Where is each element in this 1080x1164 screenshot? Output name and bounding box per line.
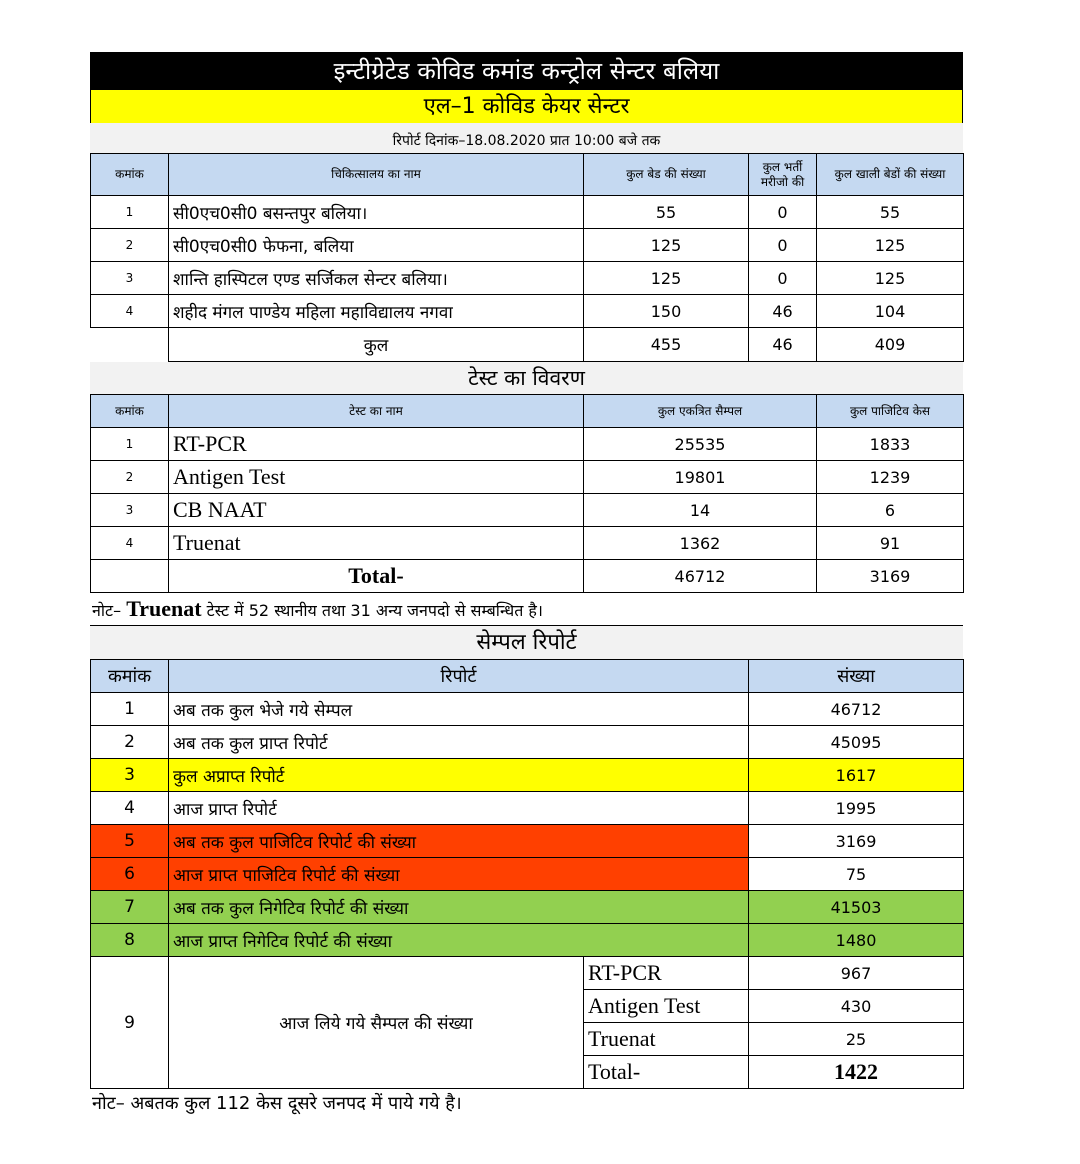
samples-count: 14 (584, 494, 817, 527)
tests-total-row (91, 560, 964, 593)
table-row (91, 726, 964, 759)
report-value: 1617 (749, 759, 964, 792)
tests-section-title: टेस्ट का विवरण (90, 362, 963, 394)
total-beds: 125 (584, 229, 749, 262)
serial-number: 1 (91, 196, 169, 229)
samples-count: 19801 (584, 461, 817, 494)
report-label: अब तक कुल निगेटिव रिपोर्ट की संख्या (169, 891, 749, 924)
serial-number: 3 (91, 759, 169, 792)
report-value: 45095 (749, 726, 964, 759)
samples-total: 46712 (584, 560, 817, 593)
col-sn: कमांक (91, 660, 169, 693)
report-label: आज प्राप्त निगेटिव रिपोर्ट की संख्या (169, 924, 749, 957)
beds-table (90, 153, 964, 362)
positive-count: 6 (817, 494, 964, 527)
today-test-value: 967 (749, 957, 964, 990)
vacant-beds: 125 (817, 262, 964, 295)
report-value: 41503 (749, 891, 964, 924)
col-hospital: चिकित्सालय का नाम (169, 154, 584, 196)
positive-count: 1833 (817, 428, 964, 461)
report-label: अब तक कुल प्राप्त रिपोर्ट (169, 726, 749, 759)
report-value: 46712 (749, 693, 964, 726)
serial-number: 7 (91, 891, 169, 924)
report-label: आज प्राप्त पाजिटिव रिपोर्ट की संख्या (169, 858, 749, 891)
today-total-label: Total- (584, 1056, 749, 1089)
col-report: रिपोर्ट (169, 660, 749, 693)
table-row (91, 759, 964, 792)
samples-table (90, 659, 964, 1089)
today-samples-row (91, 957, 964, 990)
note-bold: Truenat (126, 596, 202, 621)
col-positive: कुल पाजिटिव केस (817, 395, 964, 428)
report-date: रिपोर्ट दिनांक–18.08.2020 प्रात 10:00 बजे तक (90, 123, 963, 153)
col-samples: कुल एकत्रित सैम्पल (584, 395, 817, 428)
table-row (91, 858, 964, 891)
table-row (91, 494, 964, 527)
serial-number: 2 (91, 461, 169, 494)
report-value: 1480 (749, 924, 964, 957)
hospital-name: सी0एच0सी0 फेफना, बलिया (169, 229, 584, 262)
total-beds: 125 (584, 262, 749, 295)
table-row (91, 527, 964, 560)
col-sn: कमांक (91, 395, 169, 428)
vacant-sum: 409 (817, 328, 964, 362)
col-count: संख्या (749, 660, 964, 693)
page-subtitle: एल–1 कोविड केयर सेन्टर (90, 89, 963, 123)
truenat-note (90, 593, 963, 625)
total-beds: 55 (584, 196, 749, 229)
beds-total-row (91, 328, 964, 362)
note-text: टेस्ट में 52 स्थानीय तथा 31 अन्य जनपदो से सम्बन्धित है। (206, 601, 543, 620)
positive-total: 3169 (817, 560, 964, 593)
col-sn: कमांक (91, 154, 169, 196)
admitted-sum: 46 (749, 328, 817, 362)
test-name: Truenat (169, 527, 584, 560)
samples-header-row (91, 660, 964, 693)
serial-number: 3 (91, 262, 169, 295)
hospital-name: शहीद मंगल पाण्डेय महिला महाविद्यालय नगवा (169, 295, 584, 328)
serial-number: 4 (91, 792, 169, 825)
col-test-name: टेस्ट का नाम (169, 395, 584, 428)
serial-number: 2 (91, 229, 169, 262)
admitted: 0 (749, 196, 817, 229)
test-name: Antigen Test (169, 461, 584, 494)
hospital-name: सी0एच0सी0 बसन्तपुर बलिया। (169, 196, 584, 229)
tests-table (90, 394, 964, 593)
footer-note: नोट– अबतक कुल 112 केस दूसरे जनपद में पाये गये है। (92, 1093, 462, 1114)
empty-cell (91, 560, 169, 593)
today-samples-label: आज लिये गये सैम्पल की संख्या (169, 957, 584, 1089)
empty-cell (91, 328, 169, 362)
serial-number: 2 (91, 726, 169, 759)
report-value: 75 (749, 858, 964, 891)
test-name: CB NAAT (169, 494, 584, 527)
col-admitted: कुल भर्ती मरीजो की (749, 154, 817, 196)
serial-number: 1 (91, 428, 169, 461)
serial-number: 4 (91, 295, 169, 328)
vacant-beds: 104 (817, 295, 964, 328)
report-value: 3169 (749, 825, 964, 858)
total-label: Total- (169, 560, 584, 593)
table-row (91, 428, 964, 461)
samples-count: 1362 (584, 527, 817, 560)
table-row (91, 196, 964, 229)
total-beds-sum: 455 (584, 328, 749, 362)
serial-number: 6 (91, 858, 169, 891)
report-label: अब तक कुल भेजे गये सेम्पल (169, 693, 749, 726)
serial-number: 3 (91, 494, 169, 527)
tests-header-row (91, 395, 964, 428)
report-value: 1995 (749, 792, 964, 825)
report-label: कुल अप्राप्त रिपोर्ट (169, 759, 749, 792)
serial-number: 9 (91, 957, 169, 1089)
table-row (91, 229, 964, 262)
today-test-value: 430 (749, 990, 964, 1023)
vacant-beds: 125 (817, 229, 964, 262)
report-sheet (90, 52, 963, 1119)
admitted: 0 (749, 262, 817, 295)
total-beds: 150 (584, 295, 749, 328)
samples-section-title: सेम्पल रिपोर्ट (90, 625, 963, 659)
col-total-beds: कुल बेड की संख्या (584, 154, 749, 196)
total-label: कुल (169, 328, 584, 362)
serial-number: 8 (91, 924, 169, 957)
table-row (91, 693, 964, 726)
serial-number: 1 (91, 693, 169, 726)
today-test-value: 25 (749, 1023, 964, 1056)
test-name: RT-PCR (169, 428, 584, 461)
table-row (91, 891, 964, 924)
table-row (91, 825, 964, 858)
note-prefix: नोट– (92, 601, 122, 620)
admitted: 46 (749, 295, 817, 328)
serial-number: 4 (91, 527, 169, 560)
serial-number: 5 (91, 825, 169, 858)
beds-header-row (91, 154, 964, 196)
col-vacant: कुल खाली बेडों की संख्या (817, 154, 964, 196)
report-label: आज प्राप्त रिपोर्ट (169, 792, 749, 825)
today-test-name: RT-PCR (584, 957, 749, 990)
table-row (91, 792, 964, 825)
table-row (91, 461, 964, 494)
positive-count: 1239 (817, 461, 964, 494)
today-test-name: Antigen Test (584, 990, 749, 1023)
page-title: इन्टीग्रेटेड कोविड कमांड कन्ट्रोल सेन्टर बलिया (90, 52, 963, 89)
vacant-beds: 55 (817, 196, 964, 229)
table-row (91, 924, 964, 957)
positive-count: 91 (817, 527, 964, 560)
samples-count: 25535 (584, 428, 817, 461)
report-label: अब तक कुल पाजिटिव रिपोर्ट की संख्या (169, 825, 749, 858)
today-total-value: 1422 (749, 1056, 964, 1089)
table-row (91, 262, 964, 295)
hospital-name: शान्ति हास्पिटल एण्ड सर्जिकल सेन्टर बलिया। (169, 262, 584, 295)
table-row (91, 295, 964, 328)
today-test-name: Truenat (584, 1023, 749, 1056)
admitted: 0 (749, 229, 817, 262)
